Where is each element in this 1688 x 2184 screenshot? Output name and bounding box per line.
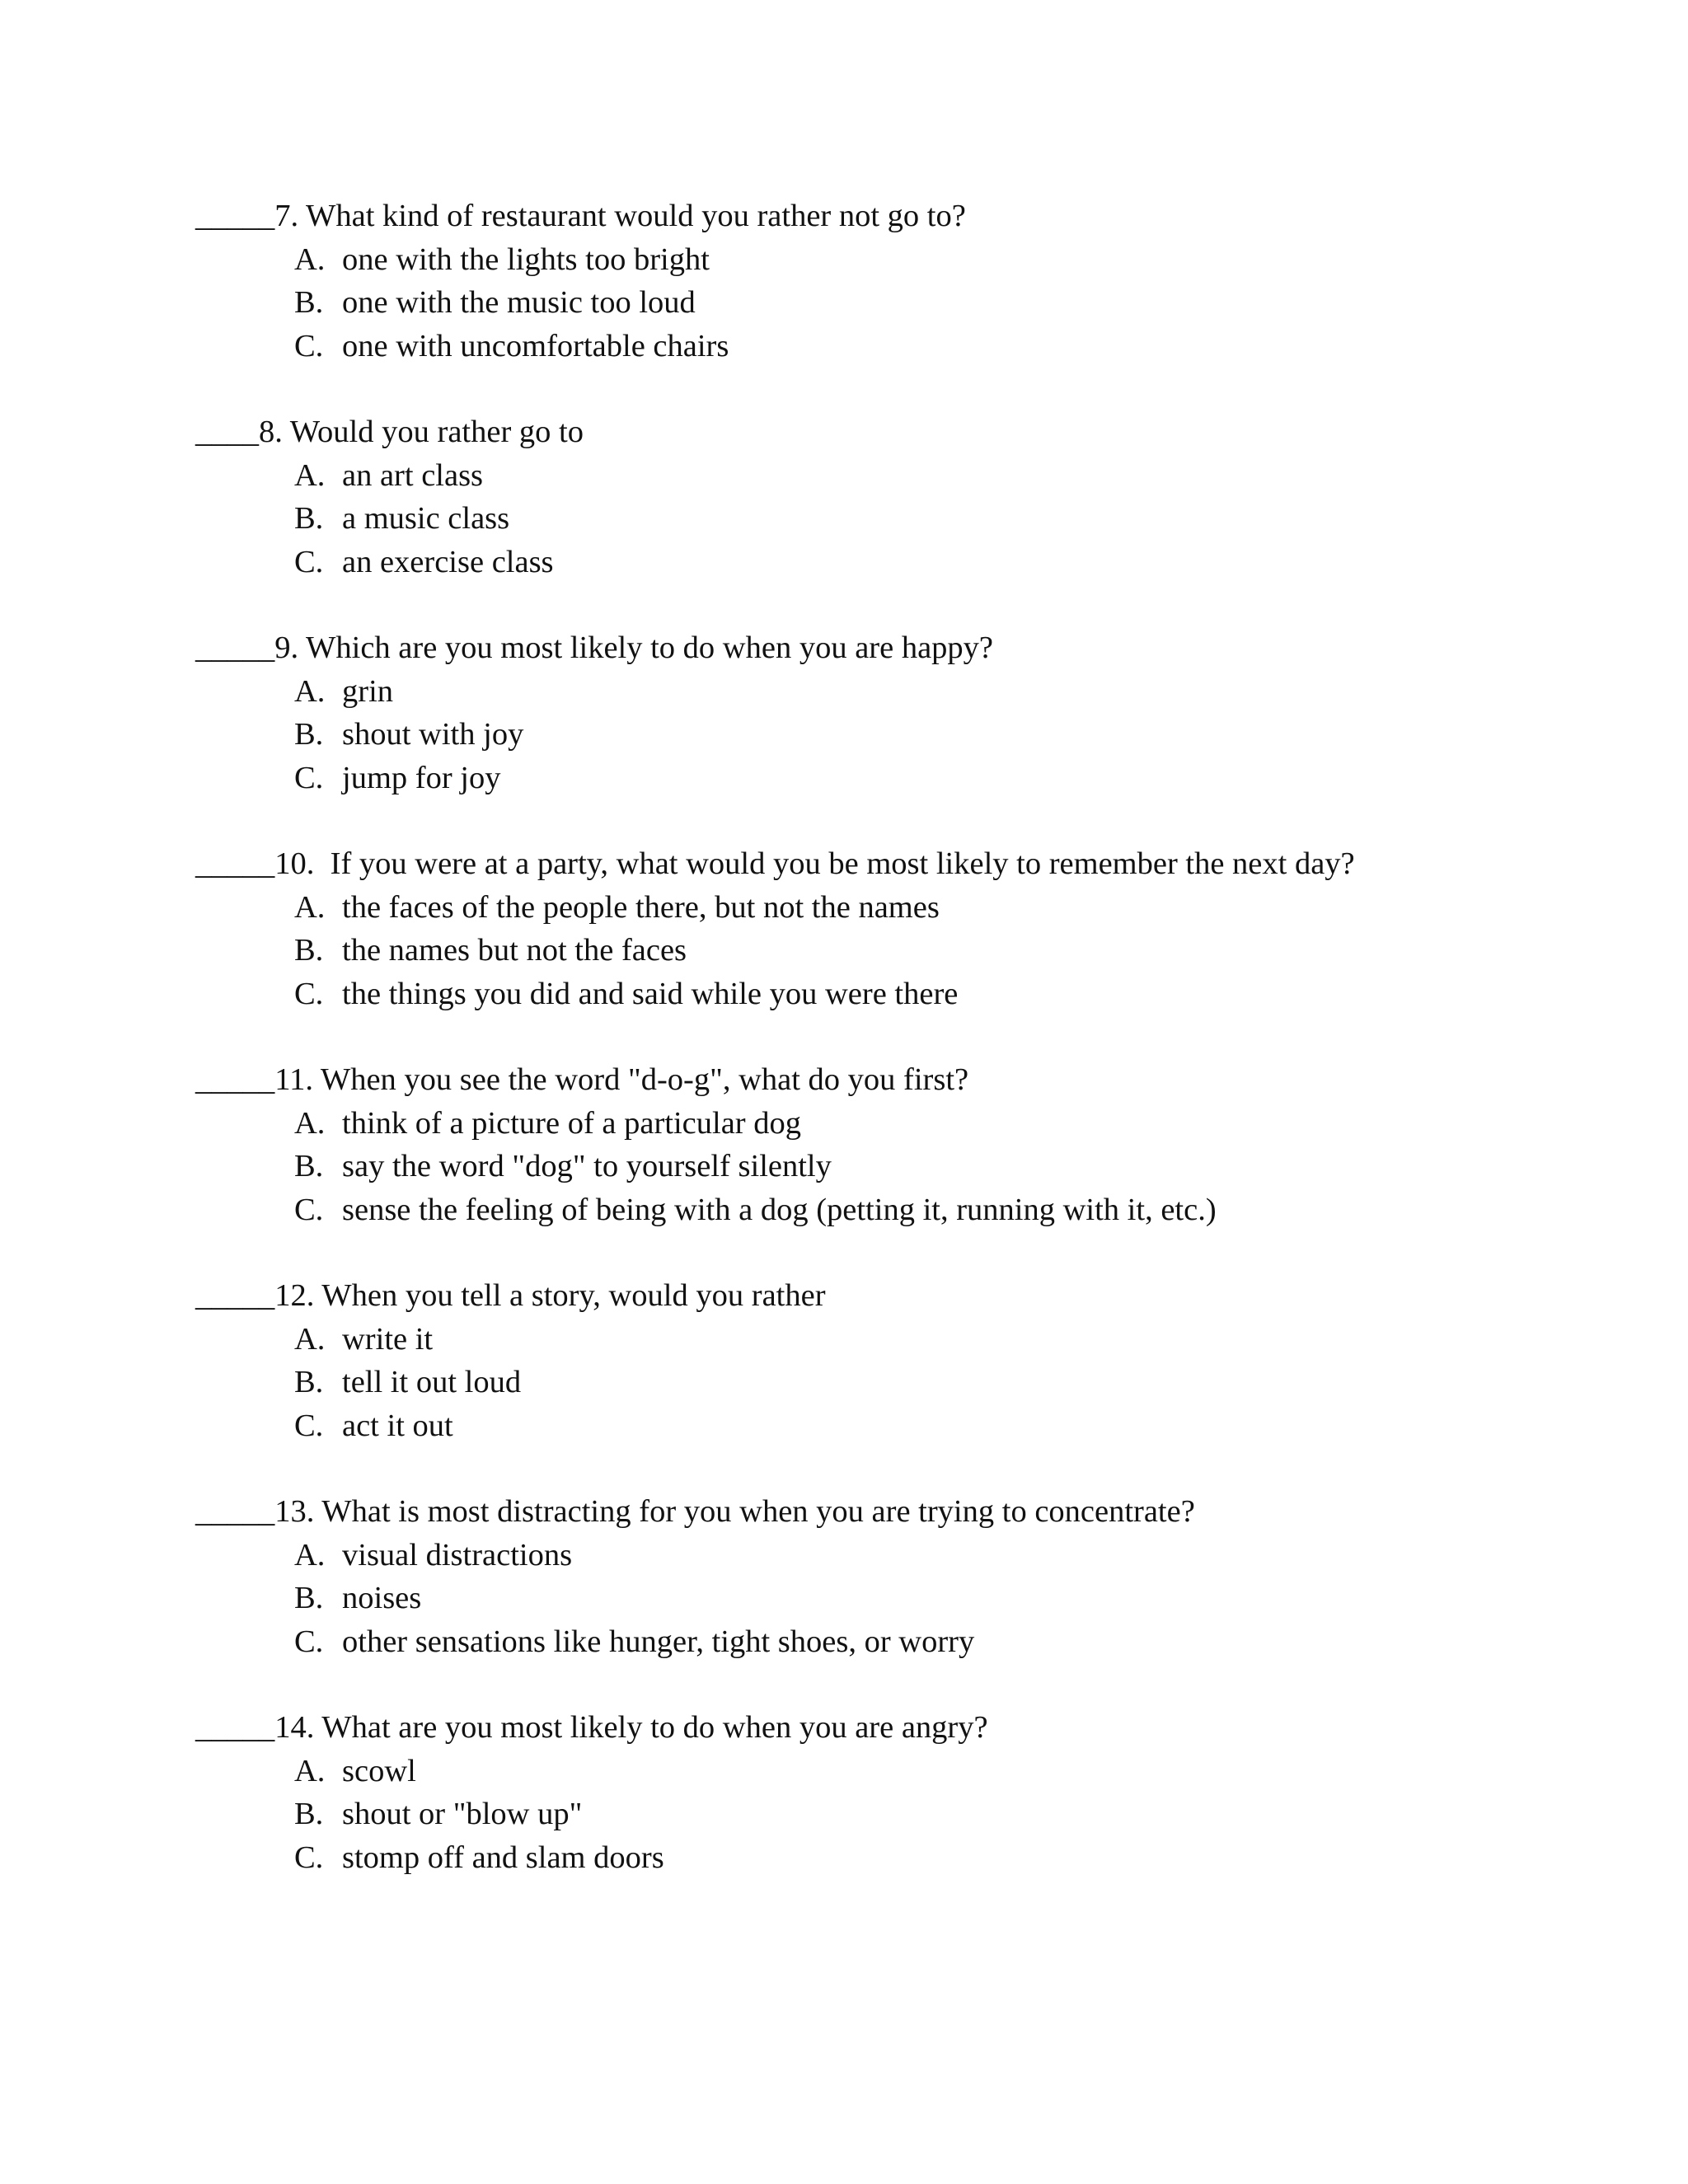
option-letter: B. [294,933,324,968]
option-letter: C. [294,544,324,579]
question-prompt: _____7. What kind of restaurant would you rather not go to? [195,199,966,233]
option-b [195,929,1597,972]
option-c [195,1836,1597,1880]
question-prompt: _____11. When you see the word "d-o-g", what do you first? [195,1062,969,1097]
option-letter: B. [294,1149,324,1183]
option-text: other sensations like hunger, tight shoes, or worry [342,1624,975,1659]
option-b [195,497,1597,541]
option-text: a music class [342,501,510,536]
option-c [195,972,1597,1016]
question-9 [195,626,1597,799]
option-text: tell it out loud [342,1365,522,1399]
option-b [195,1361,1597,1404]
option-list [195,1534,1597,1664]
option-text: write it [342,1321,434,1357]
option-c [195,757,1597,800]
option-a [195,238,1597,282]
option-text: jump for joy [342,760,501,795]
option-b [195,1793,1597,1836]
option-a [195,1318,1597,1361]
option-b [195,713,1597,757]
option-letter: A. [294,1537,326,1572]
option-letter: A. [294,1105,326,1141]
option-b [195,281,1597,325]
option-list [195,1318,1597,1448]
option-text: grin [342,673,394,709]
option-letter: C. [294,1408,324,1443]
option-letter: C. [294,976,324,1011]
question-14 [195,1706,1597,1879]
question-8 [195,410,1597,583]
option-letter: A. [294,889,326,925]
option-letter: A. [294,457,326,493]
option-text: the names but not the faces [342,933,687,968]
option-letter: A. [294,241,326,277]
option-text: shout with joy [342,717,524,752]
option-letter: C. [294,760,324,795]
option-text: scowl [342,1753,416,1788]
option-list [195,886,1597,1016]
option-letter: C. [294,1624,324,1659]
option-b [195,1577,1597,1620]
option-list [195,670,1597,800]
option-text: one with the music too loud [342,285,696,320]
option-letter: C. [294,1192,324,1227]
option-a [195,1102,1597,1146]
option-list [195,1102,1597,1232]
question-prompt: _____12. When you tell a story, would you rather [195,1278,826,1313]
option-letter: A. [294,673,326,709]
option-text: think of a picture of a particular dog [342,1105,801,1141]
option-text: act it out [342,1408,453,1443]
option-c [195,1620,1597,1664]
option-letter: B. [294,717,324,752]
option-text: visual distractions [342,1537,573,1572]
option-c [195,1404,1597,1448]
option-text: shout or "blow up" [342,1797,583,1831]
option-letter: B. [294,501,324,536]
question-11 [195,1058,1597,1231]
option-list [195,1750,1597,1880]
question-prompt: _____13. What is most distracting for you when you are trying to concentrate? [195,1494,1195,1529]
question-10 [195,842,1597,1015]
option-text: one with uncomfortable chairs [342,328,729,363]
option-c [195,1188,1597,1232]
option-text: noises [342,1581,422,1615]
option-text: one with the lights too bright [342,241,710,277]
option-c [195,325,1597,368]
question-prompt: _____10. If you were at a party, what would you be most likely to remember the next day? [195,846,1355,881]
option-text: sense the feeling of being with a dog (petting it, running with it, etc.) [342,1192,1217,1227]
option-letter: C. [294,1840,324,1875]
option-text: say the word "dog" to yourself silently [342,1149,832,1183]
option-a [195,1534,1597,1577]
question-7 [195,194,1597,368]
question-prompt: ____8. Would you rather go to [195,415,584,449]
question-13 [195,1490,1597,1663]
option-list [195,454,1597,584]
option-letter: B. [294,1797,324,1831]
option-letter: A. [294,1753,326,1788]
option-letter: A. [294,1321,326,1357]
question-12 [195,1274,1597,1447]
option-letter: B. [294,285,324,320]
option-a [195,670,1597,714]
option-a [195,886,1597,930]
question-prompt: _____9. Which are you most likely to do when you are happy? [195,630,993,665]
option-b [195,1145,1597,1188]
option-list [195,238,1597,368]
option-letter: C. [294,328,324,363]
option-letter: B. [294,1581,324,1615]
option-a [195,1750,1597,1793]
option-text: the things you did and said while you were there [342,976,959,1011]
option-text: an art class [342,457,484,493]
option-letter: B. [294,1365,324,1399]
option-text: the faces of the people there, but not the names [342,889,940,925]
option-c [195,541,1597,584]
option-text: stomp off and slam doors [342,1840,664,1875]
question-prompt: _____14. What are you most likely to do when you are angry? [195,1710,988,1745]
option-text: an exercise class [342,544,554,579]
option-a [195,454,1597,498]
